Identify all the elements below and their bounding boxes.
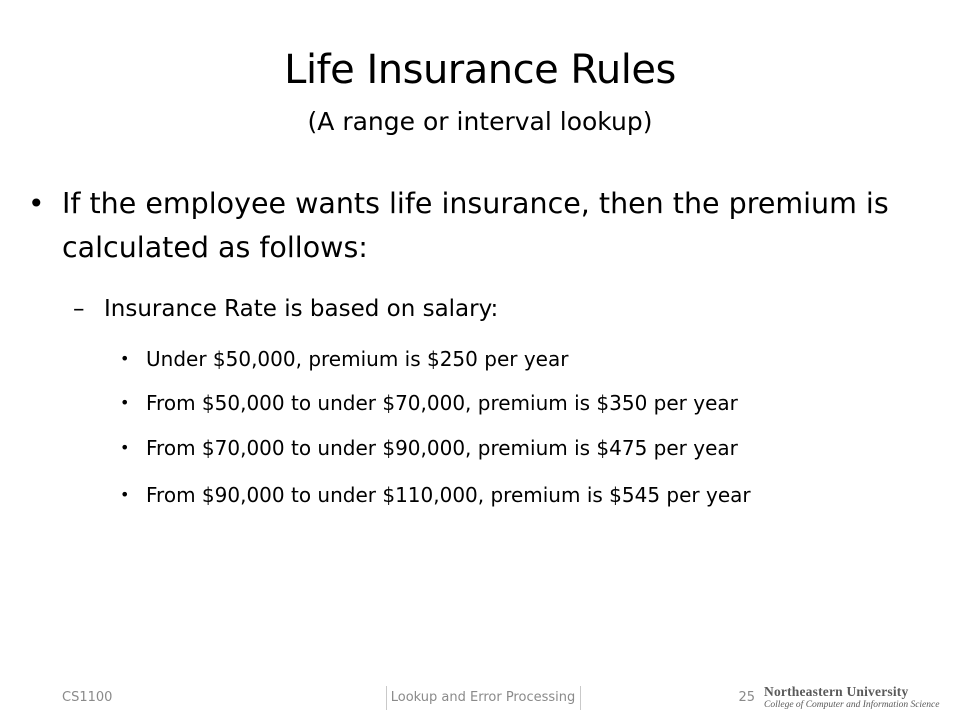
footer-course: CS1100 — [62, 690, 113, 705]
rate-item: From $90,000 to under $110,000, premium is $545 per year — [146, 483, 751, 507]
bullet-icon: • — [120, 438, 130, 457]
bullet-icon: • — [28, 187, 45, 220]
rate-item: From $50,000 to under $70,000, premium is $350 per year — [146, 391, 738, 415]
logo-college: College of Computer and Information Science — [764, 700, 940, 710]
sub-bullet-text: Insurance Rate is based on salary: — [104, 296, 499, 322]
slide-title: Life Insurance Rules — [284, 47, 676, 93]
northeastern-logo — [764, 682, 960, 716]
dash-icon: – — [73, 296, 85, 322]
footer-page-number: 25 — [738, 690, 755, 705]
main-bullet-text: If the employee wants life insurance, then the premium is calculated as follows: — [62, 187, 889, 264]
footer-topic: Lookup and Error Processing — [390, 690, 576, 705]
footer-divider — [580, 686, 581, 710]
rate-item: From $70,000 to under $90,000, premium is $475 per year — [146, 436, 738, 460]
logo-name: Northeastern University — [764, 684, 909, 699]
slide-subtitle: (A range or interval lookup) — [307, 107, 653, 136]
bullet-icon: • — [120, 393, 130, 412]
bullet-icon: • — [120, 349, 130, 368]
rate-item: Under $50,000, premium is $250 per year — [146, 347, 569, 371]
bullet-icon: • — [120, 485, 130, 504]
